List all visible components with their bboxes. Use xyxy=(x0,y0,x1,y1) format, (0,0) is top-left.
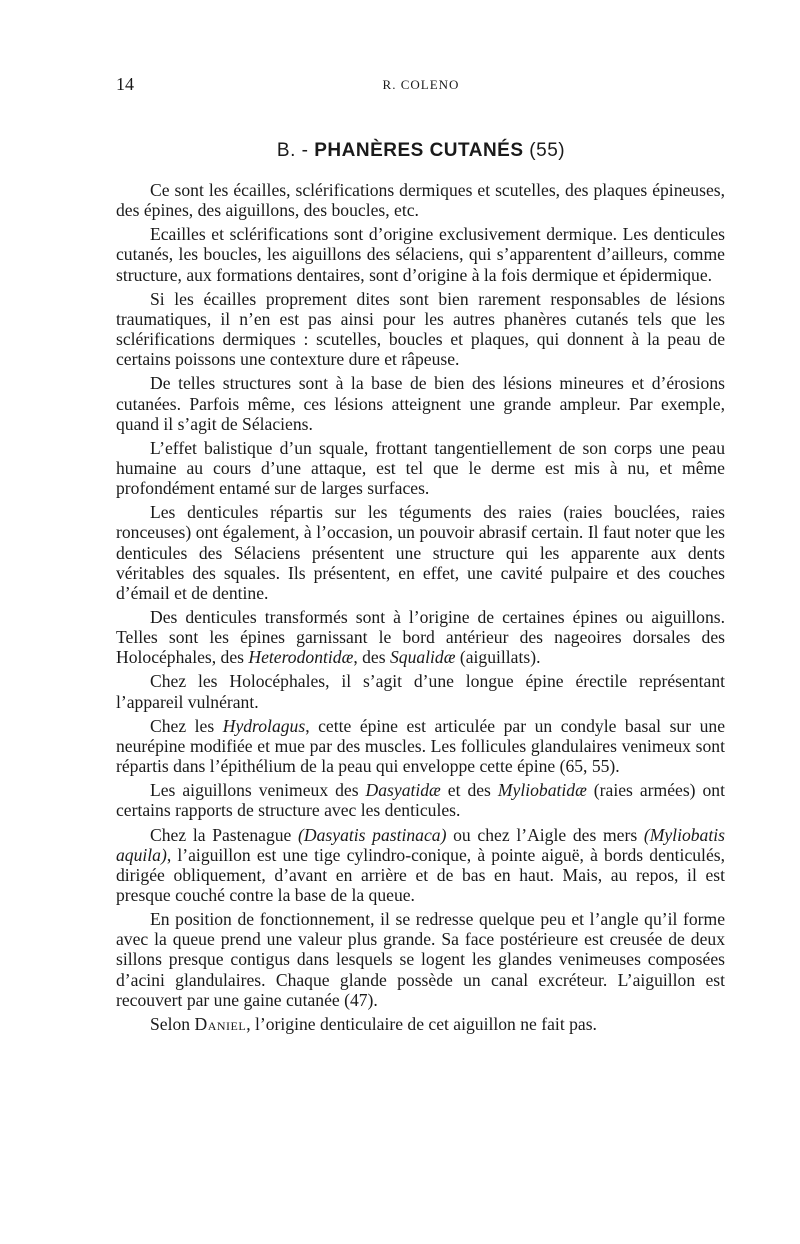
section-prefix: B. - xyxy=(276,140,315,161)
text-run: En position de fonctionnement, il se redresse quelque peu et l’angle qu’il forme avec la queue prend une valeur plus grande. Sa face postérieure est creusée de deux sillons presque contigus dans lesquels se logent les glandes venimeuses composées d’acini glandulaires. Chaque glande possède un canal excréteur. L’aiguillon est recouvert par une gaine cutanée (47). xyxy=(116,909,725,1010)
text-run: (aiguillats). xyxy=(455,647,541,668)
paragraph xyxy=(116,825,725,905)
text-run: , l’origine denticulaire de cet aiguillon ne fait pas. xyxy=(246,1013,597,1034)
text-run: (raies armées) ont certains rapports de structure avec les denticules. xyxy=(116,780,725,821)
paragraph xyxy=(116,780,725,820)
text-run: Les aiguillons venimeux des xyxy=(150,780,366,801)
section-title xyxy=(116,140,726,162)
paragraph xyxy=(116,438,725,498)
italic-term: Squalidæ xyxy=(389,647,456,668)
text-run: Les denticules répartis sur les téguments des raies (raies bouclées, raies ronceuses) ont également, à l’occasion, un pouvoir abrasif certain. Il faut noter que les denticules des Sélaciens présentent une structure qui les apparente aux dents véritables des squales. Ils présentent, en effet, une cavité pulpaire et des couches d’émail et de dentine. xyxy=(116,502,725,603)
italic-term: (Myliobatis aquila) xyxy=(116,824,725,865)
section-title-text: PHANÈRES CUTANÉS xyxy=(314,140,524,161)
section-reference: (55) xyxy=(523,140,566,161)
text-run: , cette épine est articulée par un condyle basal sur une neurépine modifiée et mue par des muscles. Les follicules glandulaires venimeux sont répartis dans l’épithélium de la peau qui enveloppe cette épine (65, 55). xyxy=(116,715,726,777)
text-run: Chez les xyxy=(150,715,223,736)
body-text xyxy=(116,180,725,1034)
text-run: et des xyxy=(440,780,498,801)
italic-term: Hydrolagus xyxy=(222,715,306,736)
text-run: Chez les Holocéphales, il s’agit d’une longue épine érectile représentant l’appareil vulnérant. xyxy=(116,671,725,712)
paragraph xyxy=(116,289,725,369)
text-run: L’effet balistique d’un squale, frottant tangentiellement de son corps une peau humaine au cours d’une attaque, est tel que le derme est mis à nu, et même profondément entamé sur de larges surfaces. xyxy=(116,437,725,499)
text-run: Selon xyxy=(150,1013,195,1034)
page-number: 14 xyxy=(116,74,134,94)
text-run: Ecailles et sclérifications sont d’origine exclusivement dermique. Les denticules cutanés, les boucles, les aiguillons des sélaciens, qui s’apparentent d’ailleurs, comme structure, aux formations dentaires, sont d’origine à la fois dermique et épidermique. xyxy=(116,224,725,285)
paragraph xyxy=(116,224,725,284)
page-header xyxy=(116,74,726,98)
author-name: Daniel xyxy=(194,1013,247,1034)
italic-term: Myliobatidæ xyxy=(497,780,587,801)
text-run: Des denticules transformés sont à l’origine de certaines épines ou aiguillons. Telles sont les épines garnissant le bord antérieur des nageoires dorsales des Holocéphales, des xyxy=(116,607,725,668)
paragraph xyxy=(116,716,725,776)
text-run: Chez la Pastenague xyxy=(150,824,299,845)
text-run: Si les écailles proprement dites sont bien rarement responsables de lésions traumatiques, il n’en est pas ainsi pour les autres phanères cutanés tels que les sclérifications dermiques : scutelles, boucles et plaques, qui donnent à la peau de certains poissons une contexture dure et râpeuse. xyxy=(116,288,725,370)
italic-term: (Dasyatis pastinaca) xyxy=(298,824,447,845)
text-run: De telles structures sont à la base de bien des lésions mineures et d’érosions cutanées. Parfois même, ces lésions atteignent une grande ampleur. Par exemple, quand il s’agit de Sélaciens. xyxy=(116,373,725,434)
paragraph xyxy=(116,607,725,667)
paragraph xyxy=(116,909,725,1009)
running-head: R. COLENO xyxy=(382,77,460,92)
paragraph xyxy=(116,1014,725,1034)
text-run: ou chez l’Aigle des mers xyxy=(446,824,644,845)
italic-term: Heterodontidæ xyxy=(248,647,354,668)
italic-term: Dasyatidæ xyxy=(365,780,441,801)
text-run: , des xyxy=(353,647,390,668)
paragraph xyxy=(116,502,725,602)
paragraph xyxy=(116,180,725,220)
paragraph xyxy=(116,373,725,433)
text-run: , l’aiguillon est une tige cylindro-conique, à pointe aiguë, à bords denticulés, dirigée obliquement, d’avant en arrière et de bas en haut. Mais, au repos, il est presque couché contre la base de la queue. xyxy=(116,844,725,905)
text-run: Ce sont les écailles, sclérifications dermiques et scutelles, des plaques épineuses, des épines, des aiguillons, des boucles, etc. xyxy=(116,180,725,221)
paragraph xyxy=(116,671,725,711)
